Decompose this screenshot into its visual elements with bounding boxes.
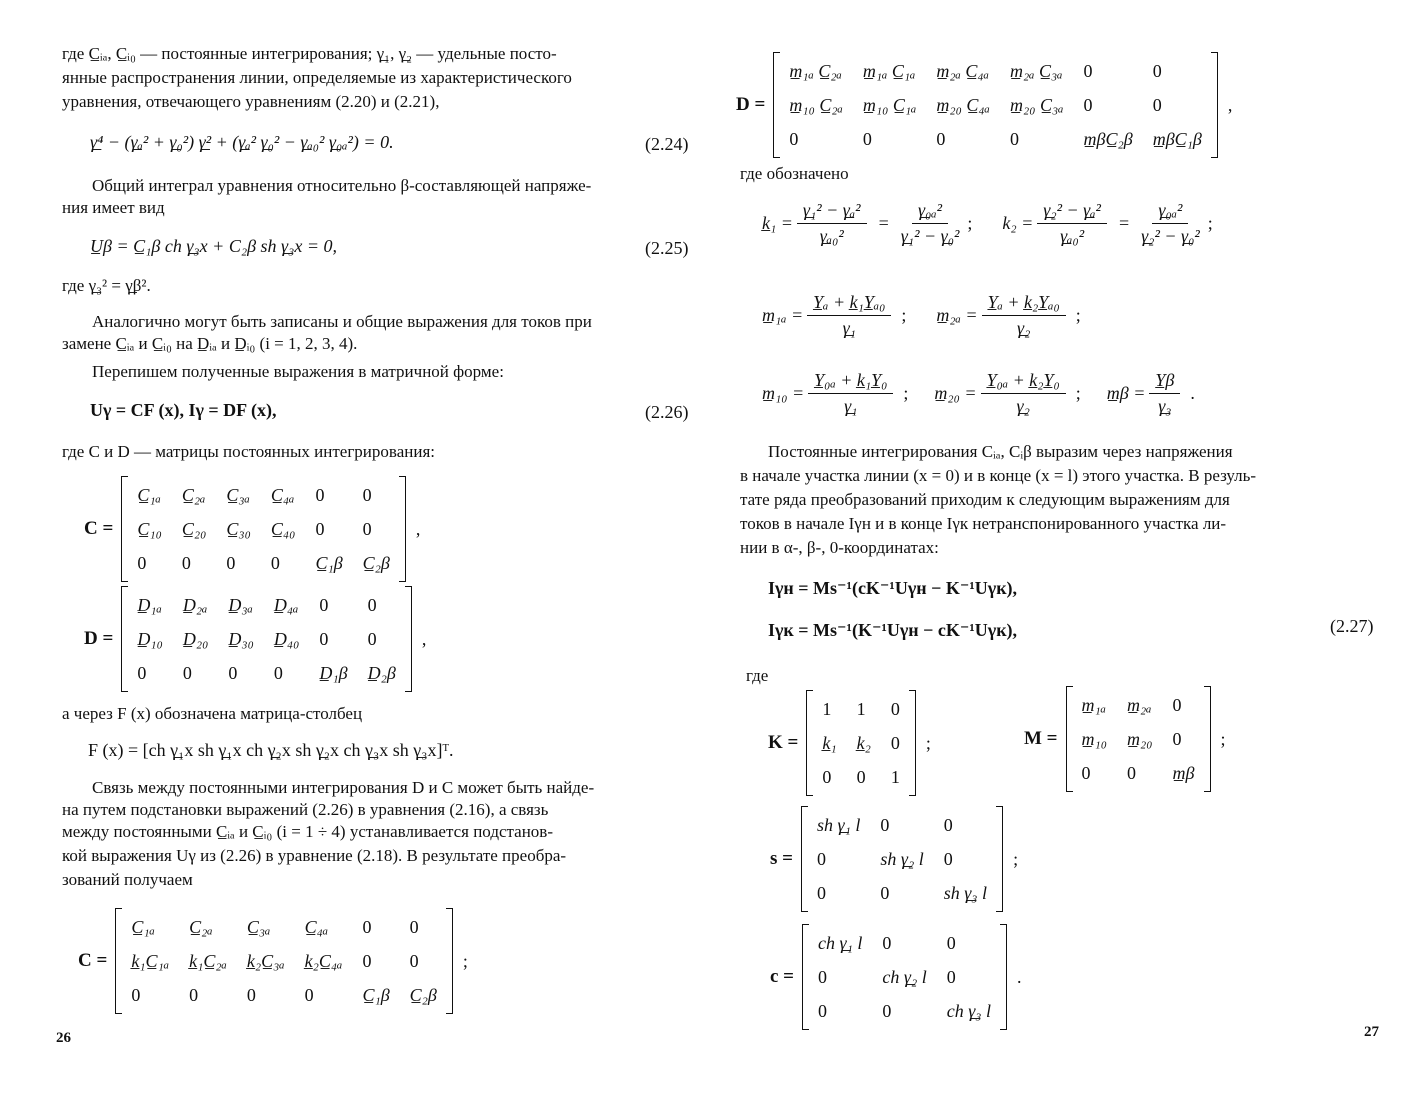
matrix-row [127,478,400,512]
text-line: где C̲ᵢₐ, C̲ᵢ₀ — постоянные интегрирования; γ̲₁, γ̲₂ — удельные посто- [62,44,557,63]
equation-m-a: m̲₁ₐ = $\frac{\text{Y̲ₐ + k̲₁Y̲ₐ₀}}{\text{γ̲₁}}$ ; m̲₂ₐ = $\frac{\text{Y̲ₐ + k̲₂Y̲ₐ₀}}{\text{γ̲₂}}$ ; [762,292,1081,338]
matrix-label: C = [84,518,114,539]
fraction [797,200,867,247]
matrix-cell: 0 [1152,60,1162,81]
equation-f: F (x) = [ch γ̲₁x sh γ̲₁x ch γ̲₂x sh γ̲₂x ch γ̲₃x sh γ̲₃x]ᵀ. [88,740,454,760]
matrix-cell: k̲₂C̲₃ₐ [246,950,285,971]
text-line: зований получаем [62,870,193,889]
text-line: Общий интеграл уравнения относительно β-составляющей напряже- [92,176,592,195]
matrix-row [127,588,406,622]
matrix-cell: 0 [789,128,799,149]
matrix-row [812,760,910,794]
matrix-cell: 0 [1083,94,1093,115]
matrix-cell: 0 [1081,762,1091,783]
matrix-cell: 0 [943,848,953,869]
matrix-cell: 0 [182,662,192,683]
matrix-row [1072,722,1205,756]
matrix-cell: 0 [409,950,419,971]
text-line: Перепишем полученные выражения в матричной форме: [92,362,504,381]
equation-m-0: m̲₁₀ = $\frac{\text{Y̲₀ₐ + k̲₁Y̲₀}}{\text{γ̲₁}}$ ; m̲₂₀ = $\frac{\text{Y̲₀ₐ + k̲₂Y̲₀}}{\text{γ̲₂}}$ ; m̲β = $\frac{Y̲\beta}{\text{γ̲₃}}$ . [762,370,1195,416]
denominator: γ̲₁ [842,318,856,338]
matrix-brackets [801,806,1003,912]
matrix-cell: C̲₁β [362,984,390,1005]
denominator: γ̲₂² − γ̲₀² [1141,226,1200,246]
matrix-cell: 0 [818,966,828,987]
matrix-row [779,88,1212,122]
matrix-brackets [802,924,1007,1030]
matrix-row [1072,756,1205,790]
matrix-cell: k̲₂C̲₄ₐ [304,950,343,971]
matrix-cell: ch γ̲₁ l [818,932,863,953]
matrix-cell: 0 [946,932,956,953]
matrix-cell: 0 [856,766,866,787]
text-line: где γ̲₃² = γ̲β². [62,276,151,295]
text-line: Связь между постоянными интегрирования D и C может быть найде- [92,778,595,797]
matrix-cell: 0 [862,128,872,149]
matrix-row [807,808,997,842]
matrix-cell: D̲₁₀ [137,628,163,649]
fraction [808,370,893,417]
matrix-cell: m̲₁ₐ [1081,694,1107,715]
matrix-cell: k̲₂ [856,732,871,753]
matrix-cell: 0 [816,848,826,869]
matrix-row [812,726,910,760]
matrix-cell: sh γ̲₂ l [880,848,924,869]
matrix-row [127,622,406,656]
numerator: γ̲₁² − γ̲ₐ² [797,200,867,224]
matrix-label: s = [770,848,793,869]
matrix-cell: D̲₄ₐ [273,594,299,615]
matrix-punctuation: . [1017,966,1022,987]
text-line: в начале участка линии (x = 0) и в конце (x = l) этого участка. В резуль- [740,466,1257,485]
k2-lhs: k₂ = [1002,213,1034,233]
fraction [1149,370,1180,417]
matrix-cell: D̲₁ₐ [137,594,162,615]
matrix-row [808,994,1001,1028]
matrix-cell: m̲βC̲₁β [1152,128,1202,149]
matrix-cell: 0 [880,814,890,835]
text-line: кой выражения Uγ из (2.26) в уравнение (2.18). В результате преобра- [62,846,567,865]
matrix-cell: k̲₁ [822,732,837,753]
matrix-cell: sh γ̲₁ l [816,814,861,835]
fraction [807,292,891,339]
matrix-cell: 0 [1152,94,1162,115]
matrix-row [1072,688,1205,722]
page-number: 26 [56,1030,71,1046]
matrix-row [779,54,1212,88]
matrix-cell: 0 [943,814,953,835]
matrix-cell: 0 [362,518,372,539]
numerator: Y̲ₐ + k̲₁Y̲ₐ₀ [807,292,891,316]
m10-lhs: m̲₁₀ = [762,383,805,403]
matrix-punctuation: , [421,628,427,649]
matrix-cell: m̲₁₀ C̲₂ₐ [789,94,843,115]
matrix-cell: 0 [890,698,900,719]
matrix-cell: 0 [367,628,377,649]
matrix-cell: 0 [137,662,147,683]
matrix-cell: 0 [270,552,280,573]
matrix-row [807,876,997,910]
k1-lhs: k̲₁ = [762,213,793,233]
matrix-punctuation: , [1227,94,1233,115]
equation-2-27-a: Iγн = Ms⁻¹(cK⁻¹Uγн − K⁻¹Uγк), [768,578,1018,598]
matrix-cell: D̲₂₀ [182,628,209,649]
text-line: где обозначено [740,164,849,183]
matrix-label: M = [1024,728,1058,749]
denominator: γ̲₁² − γ̲₀² [900,226,960,246]
matrix-brackets [806,690,916,796]
matrix-cell: C̲₄₀ [270,518,296,539]
matrix-cell: C̲₁β [315,552,343,573]
matrix-cell: 0 [1172,694,1182,715]
text-line: на путем подстановки выражений (2.26) в уравнения (2.16), а связь [62,800,549,819]
matrix-cell: D̲₃ₐ [228,594,253,615]
matrix-cell: C̲₃ₐ [246,916,271,937]
matrix-punctuation: , [415,518,421,539]
denominator: γ̲₁ [844,396,858,416]
matrix-cell: 0 [818,1000,828,1021]
matrix-brackets [115,908,453,1014]
text-line: где [746,666,769,685]
matrix-cell: 0 [822,766,832,787]
equation-number: (2.27) [1330,616,1374,636]
matrix-c [84,476,420,582]
matrix-label: c = [770,966,795,987]
denominator: γ̲ₐ₀² [1060,226,1085,246]
matrix-cell: D̲₃₀ [228,628,254,649]
matrix-cell: 0 [1009,128,1019,149]
matrix-cell: C̲₂ₐ [189,916,213,937]
matrix-row [127,656,406,690]
right-page [706,0,1402,1112]
matrix-cell: 0 [319,594,329,615]
fraction [981,370,1066,417]
matrix-cell: D̲₂ₐ [182,594,208,615]
matrix-cell: D̲₄₀ [273,628,300,649]
numerator: Y̲β [1149,370,1180,394]
mb-lhs: m̲β = [1106,383,1146,403]
matrix-cell: C̲₂₀ [181,518,207,539]
matrix-cell: m̲₂₀ C̲₄ₐ [936,94,990,115]
matrix-cell: m̲₁ₐ C̲₁ₐ [862,60,916,81]
equation-2-27-b: Iγк = Ms⁻¹(K⁻¹Uγн − cK⁻¹Uγк), [768,620,1018,640]
matrix-cell: 0 [936,128,946,149]
matrix-label: D = [736,94,766,115]
matrix-cell: C̲₂β [409,984,437,1005]
equation-2-24: γ̲⁴ − (γ̲ₐ² + γ̲₀²) γ̲² + (γ̲ₐ² γ̲₀² − γ̲ₐ₀² γ̲₀ₐ²) = 0. [90,132,394,152]
text-line: уравнения, отвечающего уравнениям (2.20) и (2.21), [62,92,440,111]
matrix-cell: m̲₂ₐ C̲₄ₐ [936,60,989,81]
matrix-cell: 1 [822,698,832,719]
denominator: γ̲₃ [1158,396,1172,416]
matrix-cell: 0 [362,484,372,505]
matrix-punctuation: ; [1013,848,1019,869]
matrix-cell: C̲₃₀ [226,518,251,539]
matrix-row [808,926,1001,960]
matrix-d-expressed [736,52,1232,158]
matrix-row [121,978,447,1012]
matrix-cell: C̲₁₀ [137,518,162,539]
matrix-cell: k̲₁C̲₁ₐ [131,950,170,971]
matrix-cell: D̲₂β [367,662,396,683]
text-line: между постоянными C̲ᵢₐ и C̲ᵢ₀ (i = 1 ÷ 4) устанавливается подстанов- [62,822,553,841]
matrix-cell: k̲₁C̲₂ₐ [189,950,227,971]
matrix-cell: 0 [189,984,199,1005]
matrix-cell: 0 [1172,728,1182,749]
equation-number: (2.25) [645,238,689,258]
matrix-cell: sh γ̲₃ l [943,882,988,903]
text-line: ния имеет вид [62,198,165,217]
matrix-row [121,944,447,978]
denominator: γ̲₂ [1016,318,1031,338]
numerator: Y̲₀ₐ + k̲₂Y̲₀ [981,370,1066,394]
matrix-cell: 0 [409,916,419,937]
equation-2-25: U̲β = C̲₁β ch γ̲₃x + C₂β sh γ̲₃x = 0, [90,236,338,256]
matrix-cell: D̲₁β [319,662,348,683]
matrix-cell: 0 [246,984,256,1005]
matrix-cell: 0 [1127,762,1137,783]
numerator: Y̲ₐ + k̲₂Y̲ₐ₀ [982,292,1066,316]
matrix-cell: C̲₁ₐ [131,916,155,937]
equation-number: (2.24) [645,134,689,154]
matrix-cell: 1 [856,698,866,719]
equation-2-26: Uγ = CF (x), Iγ = DF (x), [90,400,277,420]
matrix-cell: C̲₂ₐ [181,484,206,505]
matrix-cell: C̲₃ₐ [226,484,250,505]
matrix-cell: 0 [181,552,191,573]
matrix-k [768,690,931,796]
text-line: токов в начале Iγн и в конце Iγк нетранспонированного участка ли- [740,514,1227,533]
matrix-cell: C̲₄ₐ [304,916,329,937]
m2a-lhs: m̲₂ₐ = [936,305,978,325]
matrix-cell: m̲₁₀ [1081,728,1108,749]
matrix-cell: m̲₁ₐ C̲₂ₐ [789,60,842,81]
matrix-row [807,842,997,876]
matrix-label: K = [768,732,799,753]
matrix-cell: m̲₁₀ C̲₁ₐ [862,94,917,115]
m20-lhs: m̲₂₀ = [934,383,977,403]
matrix-cell: 0 [362,916,372,937]
matrix-label: C = [78,950,108,971]
matrix-row [127,512,400,546]
matrix-cell: 0 [228,662,238,683]
matrix-m [1024,686,1226,792]
text-line: где C и D — матрицы постоянных интегрирования: [62,442,435,461]
matrix-label: D = [84,628,114,649]
matrix-punctuation: ; [462,950,468,971]
numerator: γ̲₀ₐ² [1152,200,1188,224]
matrix-cell: C̲₁ₐ [137,484,161,505]
matrix-cell: 0 [890,732,900,753]
matrix-cell: 0 [226,552,236,573]
matrix-cell: m̲₂₀ [1127,728,1153,749]
text-line: нии в α-, β-, 0-координатах: [740,538,939,557]
matrix-cell: m̲₂ₐ [1127,694,1152,715]
text-line: тате ряда преобразований приходим к следующим выражениям для [740,490,1230,509]
numerator: γ̲₂² − γ̲ₐ² [1037,200,1107,224]
matrix-cell: 0 [315,518,325,539]
matrix-row [812,692,910,726]
matrix-punctuation: ; [1220,728,1226,749]
denominator: γ̲ₐ₀² [819,226,844,246]
text-line: а через F (x) обозначена матрица-столбец [62,704,363,723]
matrix-cell: 0 [319,628,329,649]
matrix-s [770,806,1018,912]
matrix-c-small [770,924,1022,1030]
matrix-cell: 0 [315,484,325,505]
text-line: Аналогично могут быть записаны и общие выражения для токов при [92,312,592,331]
page-number: 27 [1364,1024,1379,1040]
text-line: янные распространения линии, определяемые из характеристического [62,68,572,87]
text-line: Постоянные интегрирования Cᵢₐ, Cᵢβ выразим через напряжения [768,442,1233,461]
matrix-cell: m̲₂ₐ C̲₃ₐ [1009,60,1063,81]
matrix-cell: ch γ̲₂ l [882,966,927,987]
matrix-brackets [121,586,412,692]
numerator: γ̲₀ₐ² [912,200,948,224]
matrix-cell: 0 [946,966,956,987]
matrix-row [779,122,1212,156]
matrix-cell: m̲βC̲₂β [1083,128,1133,149]
matrix-punctuation: ; [925,732,931,753]
fraction [982,292,1066,339]
matrix-cell: C̲₂β [362,552,390,573]
matrix-cell: 0 [137,552,147,573]
matrix-row [808,960,1001,994]
matrix-cell: 0 [1083,60,1093,81]
matrix-cell: 0 [304,984,314,1005]
matrix-c-transformed [78,908,468,1014]
matrix-cell: C̲₄ₐ [270,484,295,505]
matrix-brackets [1066,686,1211,792]
matrix-cell: m̲β [1172,762,1195,783]
matrix-cell: 0 [880,882,890,903]
matrix-cell: m̲₂₀ C̲₃ₐ [1009,94,1064,115]
matrix-cell: ch γ̲₃ l [946,1000,992,1021]
fraction [901,200,960,247]
matrix-cell: 0 [273,662,283,683]
m1a-lhs: m̲₁ₐ = [762,305,804,325]
numerator: Y̲₀ₐ + k̲₁Y̲₀ [808,370,893,394]
fraction [1037,200,1107,247]
matrix-cell: 0 [816,882,826,903]
matrix-d [84,586,426,692]
matrix-cell: 0 [362,950,372,971]
matrix-brackets [773,52,1218,158]
fraction [1141,200,1200,247]
matrix-cell: 0 [131,984,141,1005]
equation-number: (2.26) [645,402,689,422]
matrix-cell: 0 [367,594,377,615]
matrix-row [121,910,447,944]
matrix-brackets [121,476,406,582]
denominator: γ̲₂ [1016,396,1030,416]
text-line: замене C̲ᵢₐ и C̲ᵢ₀ на D̲ᵢₐ и D̲ᵢ₀ (i = 1, 2, 3, 4). [62,334,358,353]
matrix-cell: 0 [882,1000,892,1021]
equation-k: k̲₁ = $\frac{\text{γ̲₁² − γ̲ₐ²}}{\text{γ̲ₐ₀²}}$ = $\frac{\text{γ̲₀ₐ²}}{\text{γ̲₁² − γ̲₀²}}$ ; k₂ = $\frac{\text{γ̲₂² − γ̲ₐ²}}{\text{γ̲ₐ₀²}}$ = $\frac{\text{γ̲₀ₐ²}}{\text{γ̲₂² − γ̲₀²}}$ ; [762,200,1213,246]
matrix-row [127,546,400,580]
matrix-cell: 1 [890,766,900,787]
matrix-cell: 0 [882,932,892,953]
